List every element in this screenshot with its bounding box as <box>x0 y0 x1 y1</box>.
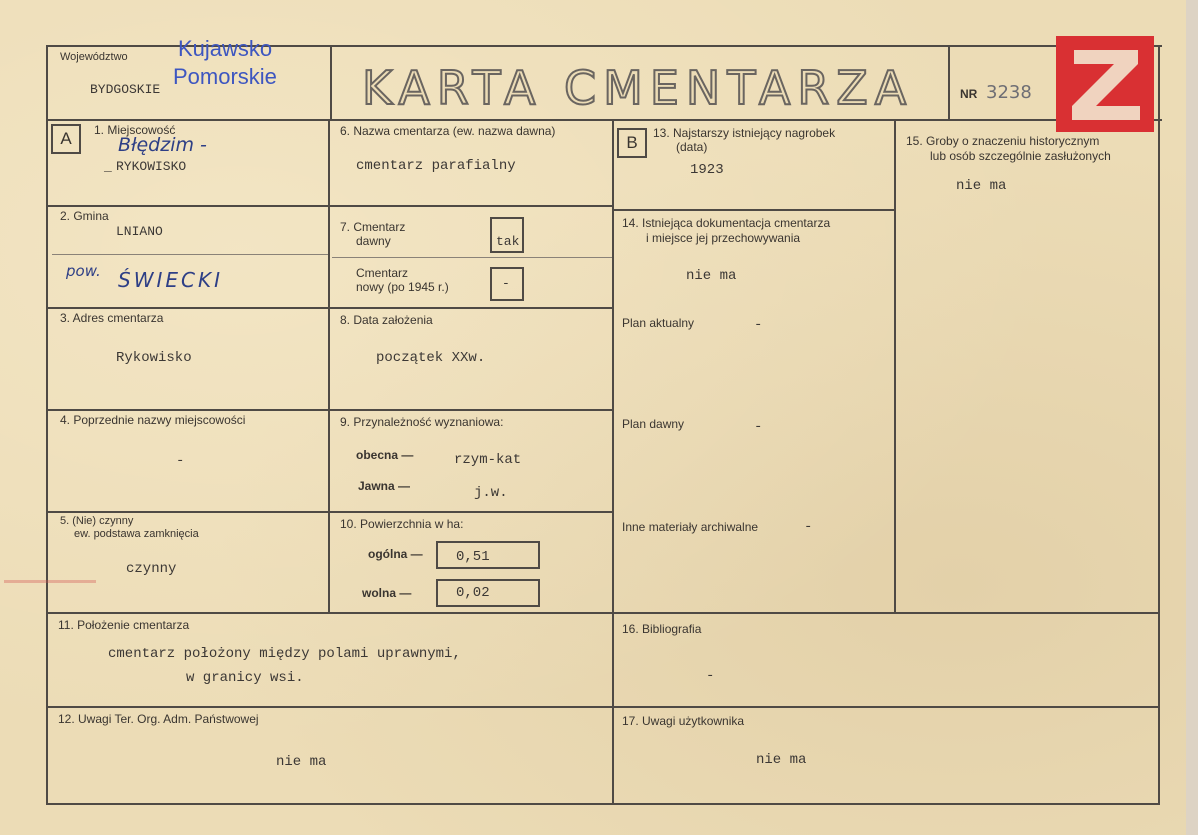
groby-historyczne-value: nie ma <box>956 178 1007 194</box>
thin-line-gmina <box>52 254 328 255</box>
region-stamp-line1: Kujawsko <box>178 36 273 61</box>
adres-label: 3. Adres cmentarza <box>60 311 164 325</box>
cmentarz-nowy-label-1: Cmentarz <box>356 266 409 280</box>
powierzchnia-wolna-value: 0,02 <box>456 585 490 601</box>
plan-aktualny-label: Plan aktualny <box>622 316 695 330</box>
powierzchnia-wolna-label: wolna — <box>362 586 412 600</box>
region-stamp-line2: Pomorskie <box>173 64 277 89</box>
wyznanie-obecna-value: rzym-kat <box>454 452 522 468</box>
frame-right-line <box>1158 45 1160 805</box>
nazwa-cmentarza-label: 6. Nazwa cmentarza (ew. nazwa dawna) <box>340 124 556 138</box>
row-line-6 <box>46 706 1158 708</box>
paper-edge <box>1186 0 1198 835</box>
cmentarz-dawny-value: tak <box>496 234 520 249</box>
inne-materialy-label: Inne materiały archiwalne <box>622 520 759 534</box>
czynny-label-2: ew. podstawa zamknięcia <box>74 528 199 540</box>
row-line-1 <box>46 205 614 207</box>
thin-line-cmentarz <box>332 257 612 258</box>
miejscowosc-dash: _ <box>104 159 112 174</box>
dokumentacja-value: nie ma <box>686 268 737 284</box>
groby-historyczne-label-1: 15. Groby o znaczeniu historycznym <box>906 134 1100 148</box>
nr-label: NR <box>960 87 978 101</box>
col-divider-2 <box>612 119 614 805</box>
section-b-box: B <box>617 128 647 158</box>
data-zalozenia-label: 8. Data założenia <box>340 313 433 327</box>
plan-dawny-label: Plan dawny <box>622 417 685 431</box>
inne-materialy-value: - <box>804 519 813 535</box>
powierzchnia-label: 10. Powierzchnia w ha: <box>340 517 464 531</box>
poprzednie-nazwy-label: 4. Poprzednie nazwy miejscowości <box>60 413 246 427</box>
czynny-label-1: 5. (Nie) czynny <box>60 515 134 527</box>
plan-dawny-value: - <box>754 419 763 435</box>
uwagi-ter-org-value: nie ma <box>276 754 327 770</box>
powiat-value: ŚWIECKI <box>118 268 223 292</box>
col-divider-1 <box>328 119 330 614</box>
wojewodztwo-value: BYDGOSKIE <box>90 82 161 97</box>
miejscowosc-label: 1. Miejscowość <box>94 123 176 137</box>
cmentarz-dawny-label-1: 7. Cmentarz <box>340 220 406 234</box>
data-zalozenia-value: początek XXw. <box>376 350 486 366</box>
powierzchnia-ogolna-label: ogólna — <box>368 547 423 561</box>
row-line-4 <box>46 511 614 513</box>
dokumentacja-label-2: i miejsce jej przechowywania <box>646 231 801 245</box>
dokumentacja-label-1: 14. Istniejąca dokumentacja cmentarza <box>622 216 831 230</box>
bibliografia-label: 16. Bibliografia <box>622 622 702 636</box>
poprzednie-nazwy-value: - <box>176 453 185 469</box>
nr-value: 3238 <box>986 82 1032 103</box>
nazwa-cmentarza-value: cmentarz parafialny <box>356 158 516 174</box>
cmentarz-nowy-label-2: nowy (po 1945 r.) <box>356 280 449 294</box>
gmina-label: 2. Gmina <box>60 209 109 223</box>
row-line-3 <box>46 409 614 411</box>
powierzchnia-ogolna-value: 0,51 <box>456 549 490 565</box>
polozenie-label: 11. Położenie cmentarza <box>58 618 190 632</box>
cmentarz-nowy-value: - <box>502 276 510 291</box>
section-a-box: A <box>51 124 81 154</box>
wyznanie-dawna-value: j.w. <box>474 485 508 501</box>
frame-bottom-line <box>46 803 1158 805</box>
cmentarz-dawny-label-2: dawny <box>356 234 391 248</box>
header-divider-2 <box>948 45 950 121</box>
gmina-value: LNIANO <box>116 224 163 239</box>
polozenie-value-2: w granicy wsi. <box>186 670 304 686</box>
col-divider-3 <box>894 119 896 614</box>
uwagi-uzytkownika-label: 17. Uwagi użytkownika <box>622 714 745 728</box>
wyznanie-dawna-label: Jawna — <box>358 479 411 493</box>
najstarszy-nagrobek-label-1: 13. Najstarszy istniejący nagrobek <box>653 126 836 140</box>
miejscowosc-value: RYKOWISKO <box>116 159 187 174</box>
card-title: KARTA CMENTARZA <box>362 61 914 115</box>
header-bottom-line <box>46 119 1162 121</box>
red-z-stamp <box>1056 36 1154 132</box>
czynny-value: czynny <box>126 561 177 577</box>
wojewodztwo-label: Województwo <box>60 51 128 63</box>
miejscowosc-handwritten: Błędzim - <box>118 134 207 156</box>
red-pencil-mark <box>4 580 96 583</box>
uwagi-uzytkownika-value: nie ma <box>756 752 807 768</box>
wyznanie-obecna-label: obecna — <box>356 448 414 462</box>
uwagi-ter-org-label: 12. Uwagi Ter. Org. Adm. Państwowej <box>58 712 259 726</box>
b-section-line <box>612 209 896 211</box>
adres-value: Rykowisko <box>116 350 192 366</box>
powiat-prefix: pow. <box>66 262 101 280</box>
plan-aktualny-value: - <box>754 317 763 333</box>
przynaleznosc-label: 9. Przynależność wyznaniowa: <box>340 415 504 429</box>
bibliografia-value: - <box>706 668 715 684</box>
row-line-2 <box>46 307 614 309</box>
frame-left-line <box>46 45 48 805</box>
najstarszy-nagrobek-label-2: (data) <box>676 140 708 154</box>
groby-historyczne-label-2: lub osób szczególnie zasłużonych <box>930 149 1111 163</box>
najstarszy-nagrobek-value: 1923 <box>690 162 724 178</box>
red-z-stamp-letter <box>1056 36 1057 37</box>
header-divider-1 <box>330 45 332 121</box>
row-line-5 <box>46 612 1158 614</box>
polozenie-value-1: cmentarz położony między polami uprawnymi, <box>108 646 461 662</box>
